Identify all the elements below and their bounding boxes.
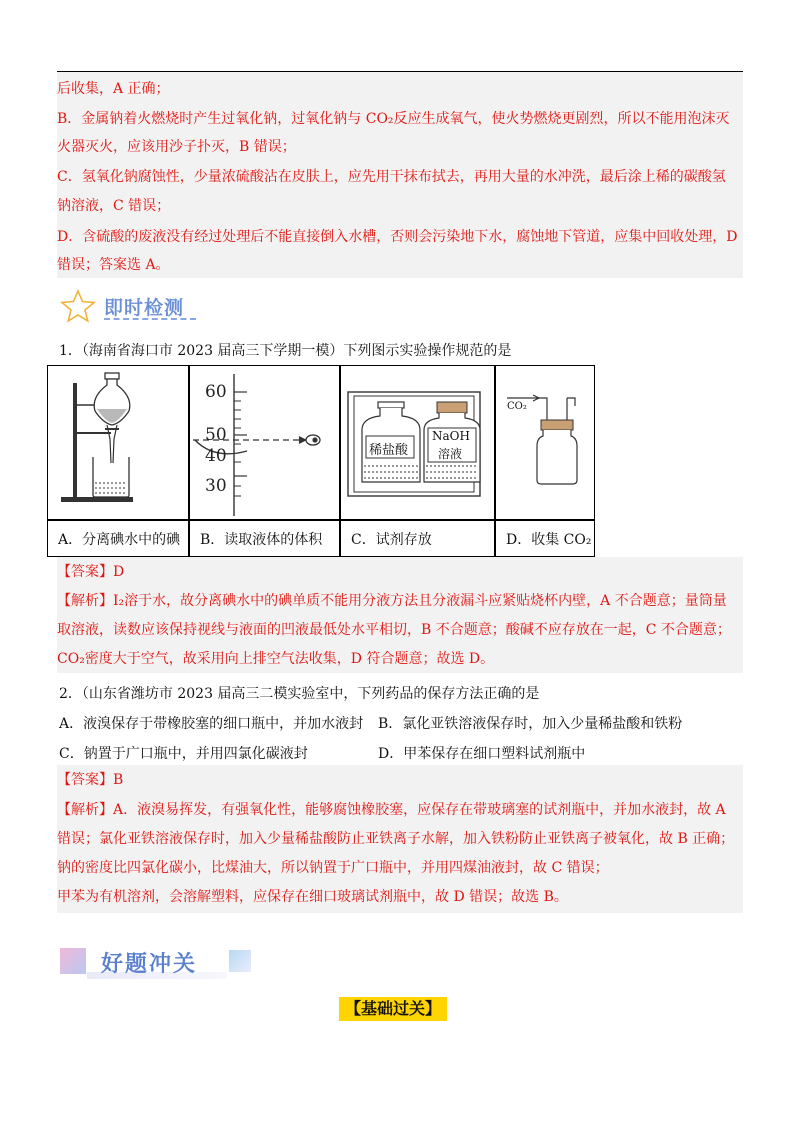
bottle-label-acid: 稀盐酸 — [369, 443, 409, 458]
bottle-label-naoh: NaOH — [432, 429, 470, 443]
prev-solution-line: 钠溶液，C 错误； — [57, 198, 171, 214]
question-2-stem: 2．（山东省潍坊市 2023 届高三二模实验室中，下列药品的保存方法正确的是 — [59, 686, 540, 702]
option-d: D．甲苯保存在细口塑料试剂瓶中 — [378, 746, 586, 762]
reagent-storage-figure — [340, 366, 494, 518]
section-title: 好题冲关 — [101, 952, 198, 977]
option-a: A．液溴保存于带橡胶塞的细口瓶中，并加水液封 — [59, 716, 364, 732]
separatory-funnel-figure — [49, 367, 187, 517]
gas-collection-figure — [495, 366, 594, 518]
analysis-line: 钠的密度比四氯化碳小，比煤油大，所以钠置于广口瓶中，并用四煤油液封，故 C 错误； — [57, 860, 609, 876]
option-a-caption: A．分离碘水中的碘 — [58, 532, 181, 548]
analysis-line: 甲苯为有机溶剂，会溶解塑料，应保存在细口玻璃试剂瓶中，故 D 错误；故选 B。 — [57, 889, 568, 905]
cylinder-tick-label: 40 — [205, 446, 227, 466]
decor-square — [60, 948, 86, 974]
heading-underline — [104, 318, 196, 320]
section-title: 即时检测 — [104, 297, 185, 319]
question-1-stem: 1．（海南省海口市 2023 届高三下学期一模）下列图示实验操作规范的是 — [59, 343, 512, 359]
prev-solution-line: C．氢氧化钠腐蚀性，少量浓硫酸沾在皮肤上，应先用干抹布拭去，再用大量的水冲洗，最后涂上稀的碳酸氢 — [57, 169, 726, 185]
prev-solution-line: 错误；答案选 A。 — [57, 257, 170, 273]
star-icon — [60, 289, 96, 323]
cylinder-figure — [189, 366, 339, 518]
analysis-line: 【解析】A．液溴易挥发，有强氧化性，能够腐蚀橡胶塞，应保存在带玻璃塞的试剂瓶中，并加水液封，故 A — [57, 802, 726, 818]
option-b: B．氯化亚铁溶液保存时，加入少量稀盐酸和铁粉 — [378, 716, 683, 732]
prev-solution-line: 后收集，A 正确； — [57, 81, 170, 97]
section-heading-good-problems — [57, 942, 257, 982]
bottle-label-solution: 溶液 — [438, 447, 463, 461]
prev-solution-block — [57, 72, 743, 278]
gas-label: CO₂ — [507, 401, 527, 412]
table-divider — [48, 519, 594, 521]
analysis-line: 【解析】I₂溶于水，故分离碘水中的碘单质不能用分液方法且分液漏斗应紧贴烧杯内壁，A 不合题意；量筒量 — [57, 593, 727, 609]
prev-solution-line: D．含硫酸的废液没有经过处理后不能直接倒入水槽，否则会污染地下水，腐蚀地下管道，应集中回收处理，D — [57, 229, 738, 245]
analysis-line: 错误；氯化亚铁溶液保存时，加入少量稀盐酸防止亚铁离子水解，加入铁粉防止亚铁离子被氧化，故 B 正确； — [57, 831, 735, 847]
option-d-caption: D．收集 CO₂ — [506, 532, 592, 548]
option-c-caption: C．试剂存放 — [351, 532, 432, 548]
option-c: C．钠置于广口瓶中，并用四氯化碳液封 — [59, 746, 308, 762]
cylinder-tick-label: 30 — [205, 476, 227, 496]
analysis-line: 取溶液，读数应该保持视线与液面的凹液最低处水平相切，B 不合题意；酸碱不应存放在一起，C 不合题意； — [57, 622, 731, 638]
q1-answer-block — [57, 557, 743, 673]
prev-solution-line: 火器灭火，应该用沙子扑灭，B 错误； — [57, 139, 296, 155]
option-b-caption: B．读取液体的体积 — [200, 532, 323, 548]
cylinder-tick-label: 50 — [205, 425, 227, 445]
q2-answer-block — [57, 765, 743, 913]
answer-label: 【答案】D — [57, 564, 125, 580]
prev-solution-line: B．金属钠着火燃烧时产生过氧化钠，过氧化钠与 CO₂反应生成氧气，使火势燃烧更剧烈，所以不能用泡沫灭 — [57, 111, 730, 127]
basic-level-heading: 【基础过关】 — [339, 997, 447, 1021]
section-heading-quick-check — [60, 289, 190, 325]
decor-square — [229, 950, 251, 972]
analysis-line: CO₂密度大于空气，故采用向上排空气法收集，D 符合题意；故选 D。 — [57, 651, 495, 667]
answer-label: 【答案】B — [57, 772, 124, 788]
cylinder-tick-label: 60 — [205, 382, 227, 402]
figure-table — [47, 365, 595, 557]
